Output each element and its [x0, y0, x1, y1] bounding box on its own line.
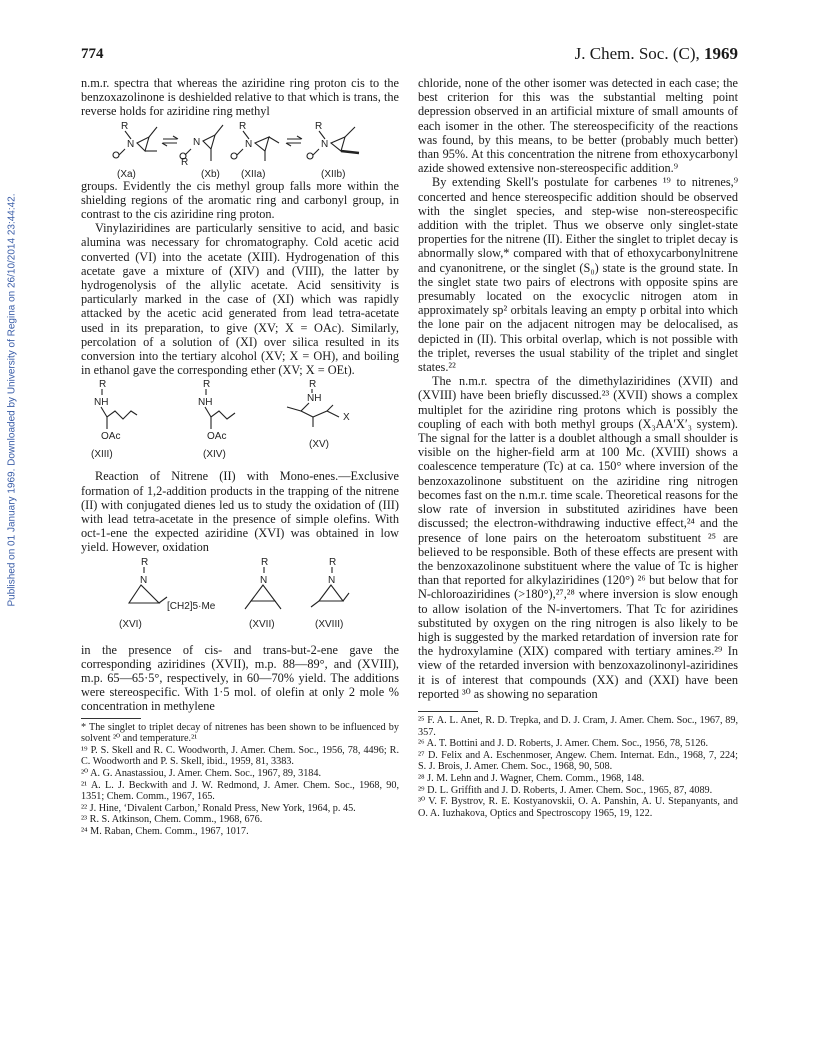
label-n: N	[245, 138, 253, 150]
label-n: N	[328, 574, 336, 586]
label-r: R	[203, 379, 211, 391]
structures-x-xii	[81, 119, 399, 179]
footnote: ²⁰ A. G. Anastassiou, J. Amer. Chem. Soc., 1967, 89, 3184.	[81, 768, 322, 780]
journal-year: 1969	[704, 44, 738, 63]
label-xa: (Xa)	[117, 168, 136, 179]
page-header	[81, 44, 738, 68]
footnote: ²² J. Hine, ‘Divalent Carbon,’ Ronald Press, New York, 1964, p. 45.	[81, 802, 356, 814]
paragraph: Vinylaziridines are particularly sensitive to acid, and basic alumina was necessary for chromatography. Cold acetic acid converted (VI) into the acetate (XIII). Hydrogenation of this acetate gave a mixture of (XIV) and (VIII), the latter by hydrogenolysis of the allylic acetate. Acid sensitivity is particularly marked in the case of (XI) which was rapidly attacked by the acetic acid generated from lead tetra-acetate used in its preparation, to give (XV; X = OAc). Similarly, percolation of a solution of (XI) over silica resulted in its conversion into the tertiary alcohol (XV; X = OH), and boiling in ethanol gave the corresponding ether (XV; X = OEt).	[81, 221, 399, 378]
footnote: ²⁵ F. A. L. Anet, R. D. Trepka, and D. J. Cram, J. Amer. Chem. Soc., 1967, 89, 357.	[418, 714, 738, 738]
footnotes-right	[418, 715, 738, 819]
footnote: ¹⁹ P. S. Skell and R. C. Woodworth, J. Amer. Chem. Soc., 1956, 78, 4496; R. C. Woodworth and P. S. Skell, ibid., 1959, 81, 3383.	[81, 744, 399, 768]
download-watermark-text: Published on 01 January 1969. Downloaded by University of Regina on 26/10/2014 23:44:42.	[6, 193, 18, 607]
footnote-rule	[81, 718, 141, 719]
label-n: N	[321, 138, 329, 150]
label-xviii: (XVIII)	[315, 618, 344, 630]
label-r: R	[309, 379, 317, 391]
structure-xiib	[307, 121, 359, 179]
footnote: ²³ R. S. Atkinson, Chem. Comm., 1968, 676.	[81, 814, 263, 826]
label-n: N	[193, 136, 201, 148]
journal-name: J. Chem. Soc. (C),	[574, 44, 700, 63]
label-r: R	[315, 120, 323, 132]
label-n: N	[260, 574, 268, 586]
footnote: ³⁰ V. F. Bystrov, R. E. Kostyanovskii, O. A. Panshin, A. U. Stepanyants, and O. A. Iuzhakova, Optics and Spectroscopy 1965, 19, 122.	[418, 796, 738, 819]
footnote: ²⁶ A. T. Bottini and J. D. Roberts, J. Amer. Chem. Soc., 1956, 78, 5126.	[418, 738, 709, 750]
label-nh: NH	[198, 397, 213, 409]
paragraph: The n.m.r. spectra of the dimethylaziridines (XVII) and (XVIII) have been briefly discussed.²³ (XVII) shows a complex multiplet for the aziridine ring protons which is possibly the coupling of each with both methyl groups (X₃AA′X′₃ system). The signal for the latter is a doublet although a small shoulder is visible on the higher-field arm at 100 Mc. (XVIII) shows a coalescence temperature (Tc) at ca. 150° where inversion of the benzoxazolinone substituent on the aziridine ring nitrogen becomes fast on the n.m.r. time scale. Theoretical reasons for the slow rate of inversion in substituted aziridines have been discussed; the electron-withdrawing inductive effect,²⁴ and the presence of lone pairs on the heteroatom substituent ²⁵ are believed to be responsible. Both of these effects are present with the benzoxazolinone substituent where the value of Tc is higher than that reported for alkylaziridines (120°) ²⁶ but below that for N-chloroaziridines (>180°),²⁷,²⁸ where inversion is slow enough to allow isolation of the N-invertomers. That Tc for aziridines substituted by oxygen on the ring nitrogen is also likely to be high is suggested by the marked retardation of inversion rate for the hydroxylamine (XIX) compared with tertiary amines.²⁹ In view of the retarded inversion with benzoxazolinonyl-aziridines it is of interest that compounds (XX) and (XXI) have been reported ³⁰ as showing no separation	[418, 374, 738, 701]
footnote: ²¹ A. L. J. Beckwith and J. W. Redmond, J. Amer. Chem. Soc., 1968, 90, 1351; Chem. Comm., 1967, 165.	[81, 779, 399, 803]
structures-xiii-xv	[81, 377, 399, 469]
equilibrium-arrow	[162, 136, 178, 146]
label-r: R	[261, 556, 269, 568]
left-column	[81, 76, 399, 838]
label-r: R	[121, 120, 129, 132]
footnote: ²⁸ J. M. Lehn and J. Wagner, Chem. Comm., 1968, 148.	[418, 772, 645, 784]
paragraph: Reaction of Nitrene (II) with Mono-enes.—Exclusive formation of 1,2-addition products in the trapping of the nitrene (II) with conjugated dienes led us to study the oxidation of (III) with lead tetra-acetate in the presence of simple olefins. With oct-1-ene the expected aziridine (XVI) was obtained in low yield. However, oxidation	[81, 469, 399, 555]
paragraph: By extending Skell's postulate for carbenes ¹⁹ to nitrenes,⁹ concerted and hence stereospecific addition should be observed with the singlet species, and step-wise non-stereospecific addition with the triplet. Thus we observe only singlet-state properties for the nitrene (II). Either the singlet to triplet decay is abnormally slow,* compared with that of ethoxycarbonylnitrene and cyanonitrene, or the singlet (S₀) state is the ground state. In the singlet state two pairs of electrons with opposite spins are presumably located on the exocyclic nitrogen atom in approximately sp² orbitals leaving an empty p orbital into which the lone pair on the adjacent nitrogen may be delocalised, as depicted in (II). This orbital overlap, which is not possible with the triplet, reverses the usual stability of the triplet and singlet states.²²	[418, 175, 738, 375]
structure-xb	[180, 125, 223, 179]
footnote: ²⁷ D. Felix and A. Eschenmoser, Angew. Chem. Internat. Edn., 1968, 7, 224; S. J. Brois, J. Amer. Chem. Soc., 1968, 90, 508.	[418, 749, 738, 773]
journal-citation	[575, 44, 738, 64]
label-n: N	[140, 574, 148, 586]
label-xiv: (XIV)	[203, 449, 226, 461]
footnote: * The singlet to triplet decay of nitrenes has been shown to be influenced by solvent ²⁰ and temperature.²¹	[81, 721, 399, 745]
label-r: R	[141, 556, 149, 568]
label-xiii: (XIII)	[91, 449, 113, 461]
footnote: ²⁹ D. L. Griffith and J. D. Roberts, J. Amer. Chem. Soc., 1965, 87, 4089.	[418, 784, 713, 796]
paragraph: in the presence of cis- and trans-but-2-ene gave the corresponding aziridines (XVII), m.p. 88—89°, and (XVIII), m.p. 65—65·5°, respectively, in 60—70% yield. The additions were stereospecific. With 1·5 mol. of olefin at only 2 mole % concentration in methylene	[81, 642, 399, 714]
download-watermark	[2, 80, 22, 720]
structure-xvii	[245, 557, 281, 630]
structure-xiia	[231, 121, 279, 179]
paragraph: groups. Evidently the cis methyl group falls more within the shielding regions of the aromatic ring and carbonyl group, in contrast to the cis aziridine ring proton.	[81, 178, 399, 222]
label-xiia: (XIIa)	[241, 168, 266, 179]
label-r: R	[99, 379, 107, 391]
label-oac: OAc	[101, 431, 121, 443]
page-number: 774	[81, 46, 104, 62]
label-r: R	[239, 120, 247, 132]
footnote: ²⁴ M. Raban, Chem. Comm., 1967, 1017.	[81, 826, 249, 838]
structure-xiii	[91, 379, 137, 460]
label-oac: OAc	[207, 431, 227, 443]
structure-xv	[287, 379, 350, 450]
label-x: X	[343, 412, 350, 424]
structure-xa	[113, 121, 157, 179]
footnote-rule	[418, 711, 478, 712]
label-nh: NH	[94, 397, 109, 409]
label-xv: (XV)	[309, 439, 329, 451]
label-nh: NH	[307, 393, 322, 405]
paragraph: chloride, none of the other isomer was detected in each case; the best criterion for this was the substantial melting point depression observed in an artificial mixture of small amounts of each isomer in the other. The stereospecificity of the reactions was found, by this means, to be better (probably much better) than 95%. At this concentration the nitrene from ethoxycarbonyl azide showed extensive non-stereospecific addition.⁹	[418, 76, 738, 176]
label-r: R	[329, 556, 337, 568]
label-xvi: (XVI)	[119, 618, 142, 630]
label-n: N	[127, 138, 135, 150]
label-xiib: (XIIb)	[321, 168, 346, 179]
structure-xiv	[198, 379, 235, 460]
footnotes-left	[81, 722, 399, 838]
equilibrium-arrow	[286, 136, 302, 146]
structures-xvi-xviii	[81, 555, 399, 643]
label-chain: [CH2]5·Me	[167, 600, 216, 612]
structure-xviii	[311, 557, 349, 630]
paragraph: n.m.r. spectra that whereas the aziridine ring proton cis to the benzoxazolinone is deshielded relative to that which is trans, the reverse holds for aziridine ring methyl	[81, 76, 399, 119]
right-column	[418, 76, 738, 819]
label-xvii: (XVII)	[249, 618, 275, 630]
label-xb: (Xb)	[201, 168, 220, 179]
structure-xvi	[119, 557, 216, 630]
label-r: R	[181, 156, 189, 168]
